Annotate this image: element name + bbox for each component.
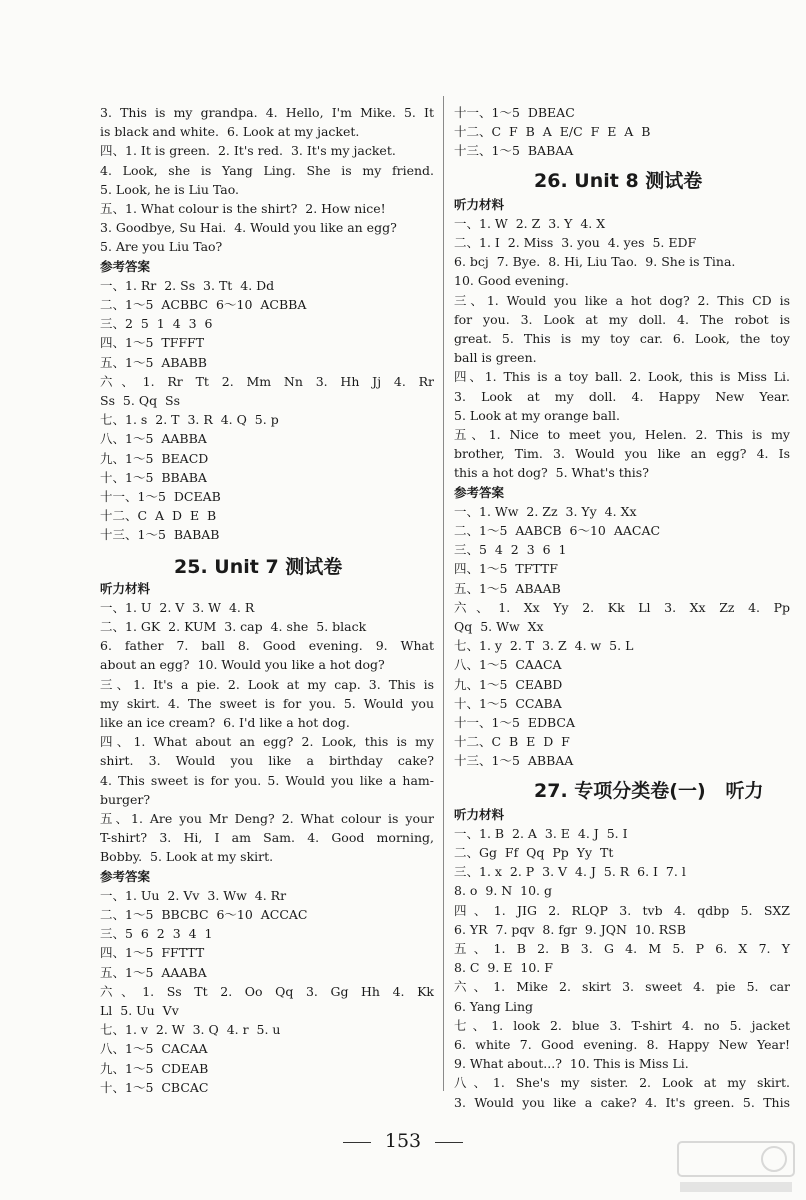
text-line: 十二、C F B A E/C F E A B: [454, 124, 651, 140]
text-line: 八、1～5 AABBA: [100, 431, 207, 447]
watermark-logo: [676, 1138, 796, 1196]
text-line: 6. father 7. ball 8. Good evening. 9. What: [100, 638, 434, 654]
text-line: 十一、1～5 DCEAB: [100, 489, 221, 504]
text-line: 6. bcj 7. Bye. 8. Hi, Liu Tao. 9. She is Tina.: [454, 254, 736, 270]
text-line: 四、1～5 TFTTF: [454, 561, 558, 577]
text-line: 二、1～5 BBCBC 6～10 ACCAC: [100, 907, 308, 922]
text-line: 8. o 9. N 10. g: [454, 883, 553, 899]
text-line: 三、1. x 2. P 3. V 4. J 5. R 6. I 7. l: [454, 864, 686, 880]
text-line: 四、1. JIG 2. RLQP 3. tvb 4. qdbp 5. SXZ: [454, 902, 790, 918]
text-line: 一、1. B 2. A 3. E 4. J 5. I: [454, 825, 628, 841]
text-line: 五、1. B 2. B 3. G 4. M 5. P 6. X 7. Y: [454, 941, 790, 956]
text-line: Ss 5. Qq Ss: [100, 393, 180, 408]
text-line: 一、1. Ww 2. Zz 3. Yy 4. Xx: [454, 503, 637, 519]
text-line: 5. Look at my orange ball.: [454, 407, 620, 423]
text-line: 5. Look, he is Liu Tao.: [100, 181, 240, 197]
text-line: 10. Good evening.: [454, 273, 569, 289]
text-line: 八、1～5 CACAA: [100, 1041, 208, 1057]
text-line: 五、1. What colour is the shirt? 2. How nice!: [100, 201, 386, 216]
text-line: 九、1～5 BEACD: [100, 450, 209, 466]
dash-right: [435, 1142, 463, 1143]
text-line: 8. C 9. E 10. F: [454, 960, 553, 976]
section-label: 参考答案: [100, 258, 151, 274]
text-line: 五、1. Nice to meet you, Helen. 2. This is my: [454, 427, 790, 442]
text-line: 九、1～5 CDEAB: [100, 1060, 209, 1076]
text-line: 八、1～5 CAACA: [454, 657, 562, 673]
text-line: 4. This sweet is for you. 5. Would you like a ham-: [100, 772, 434, 788]
text-line: 4. Look, she is Yang Ling. She is my friend.: [100, 162, 434, 178]
text-line: 十二、C A D E B: [100, 508, 217, 524]
text-line: 八、1. She's my sister. 2. Look at my skirt.: [454, 1075, 790, 1091]
text-line: 七、1. v 2. W 3. Q 4. r 5. u: [100, 1022, 281, 1038]
text-line: shirt. 3. Would you like a birthday cake?: [100, 753, 434, 769]
text-line: 十三、1～5 BABAB: [100, 527, 220, 543]
text-line: 6. YR 7. pqv 8. fgr 9. JQN 10. RSB: [454, 921, 686, 937]
text-line: 三、5 4 2 3 6 1: [454, 542, 567, 558]
section-heading: 25. Unit 7 测试卷: [174, 555, 343, 578]
text-line: 三、1. Would you like a hot dog? 2. This CD is: [454, 292, 790, 308]
text-line: 3. Would you like a cake? 4. It's green. 5. This: [454, 1094, 790, 1110]
text-line: 七、1. look 2. blue 3. T-shirt 4. no 5. jacket: [454, 1017, 790, 1033]
text-line: my skirt. 4. The sweet is for you. 5. Would you: [100, 695, 434, 711]
text-line: 5. Are you Liu Tao?: [100, 239, 223, 255]
text-line: for you. 3. Look at my doll. 4. The robot is: [454, 311, 790, 327]
text-line: 四、1～5 FFTTT: [100, 945, 205, 961]
text-line: 四、1. What about an egg? 2. Look, this is my: [100, 734, 434, 750]
text-line: 十、1～5 CBCAC: [100, 1079, 209, 1095]
column-divider: [443, 96, 444, 1091]
text-line: 十三、1～5 ABBAA: [454, 753, 574, 769]
section-label: 听力材料: [454, 196, 505, 212]
text-line: Bobby. 5. Look at my skirt.: [100, 849, 274, 865]
section-label: 听力材料: [100, 580, 151, 596]
text-line: T-shirt? 3. Hi, I am Sam. 4. Good morning,: [100, 830, 434, 846]
text-line: 十、1～5 CCABA: [454, 695, 562, 711]
text-line: 6. Yang Ling: [454, 998, 534, 1014]
text-line: Ll 5. Uu Vv: [100, 1003, 179, 1018]
text-line: this a hot dog? 5. What's this?: [454, 465, 649, 481]
text-line: 十三、1～5 BABAA: [454, 143, 574, 159]
text-line: 6. white 7. Good evening. 8. Happy New Year!: [454, 1037, 790, 1052]
text-line: 五、1～5 ABABB: [100, 354, 207, 370]
text-line: burger?: [100, 791, 151, 807]
text-line: 二、1～5 AABCB 6～10 AACAC: [454, 523, 661, 538]
section-heading: 26. Unit 8 测试卷: [534, 169, 703, 192]
section-heading: 27. 专项分类卷(一) 听力: [534, 779, 764, 802]
text-line: 三、5 6 2 3 4 1: [100, 926, 213, 942]
text-line: 六、1. Mike 2. skirt 3. sweet 4. pie 5. car: [454, 979, 790, 995]
text-line: ball is green.: [454, 350, 537, 366]
text-line: 四、1. It is green. 2. It's red. 3. It's my jacket.: [100, 143, 396, 159]
text-line: 一、1. Rr 2. Ss 3. Tt 4. Dd: [100, 277, 275, 293]
text-line: 十一、1～5 EDBCA: [454, 715, 576, 730]
text-line: 三、1. It's a pie. 2. Look at my cap. 3. This is: [100, 676, 434, 692]
text-line: 二、Gg Ff Qq Pp Yy Tt: [454, 845, 614, 860]
text-line: 五、1～5 AAABA: [100, 964, 207, 980]
page-number-text: 153: [384, 1130, 422, 1152]
text-line: 9. What about...? 10. This is Miss Li.: [454, 1056, 689, 1072]
text-line: Qq 5. Ww Xx: [454, 619, 544, 634]
text-line: 五、1～5 ABAAB: [454, 580, 561, 596]
text-line: 一、1. Uu 2. Vv 3. Ww 4. Rr: [100, 887, 287, 903]
text-line: 四、1～5 TFFFT: [100, 335, 205, 351]
text-line: 五、1. Are you Mr Deng? 2. What colour is your: [100, 811, 434, 826]
text-line: 一、1. U 2. V 3. W 4. R: [100, 599, 255, 615]
text-line: 二、1. GK 2. KUM 3. cap 4. she 5. black: [100, 619, 367, 634]
text-line: brother, Tim. 3. Would you like an egg? 4. Is: [454, 446, 790, 462]
dash-left: [343, 1142, 371, 1143]
text-line: like an ice cream? 6. I'd like a hot dog.: [100, 715, 350, 730]
section-label: 参考答案: [100, 868, 151, 884]
text-line: 三、2 5 1 4 3 6: [100, 316, 213, 332]
text-line: great. 5. This is my toy car. 6. Look, the toy: [454, 331, 790, 346]
text-line: 十二、C B E D F: [454, 734, 570, 750]
text-line: 九、1～5 CEABD: [454, 676, 563, 692]
text-line: 一、1. W 2. Z 3. Y 4. X: [454, 215, 606, 231]
text-line: 十、1～5 BBABA: [100, 469, 207, 485]
text-line: 七、1. y 2. T 3. Z 4. w 5. L: [454, 638, 634, 654]
text-line: 3. This is my grandpa. 4. Hello, I'm Mike. 5. It: [100, 105, 434, 120]
text-line: 六、1. Ss Tt 2. Oo Qq 3. Gg Hh 4. Kk: [100, 983, 434, 999]
text-line: 二、1. I 2. Miss 3. you 4. yes 5. EDF: [454, 235, 697, 250]
text-line: about an egg? 10. Would you like a hot dog?: [100, 657, 385, 673]
text-line: 四、1. This is a toy ball. 2. Look, this is Miss Li.: [454, 369, 790, 385]
text-line: is black and white. 6. Look at my jacket.: [100, 124, 360, 140]
text-line: 3. Goodbye, Su Hai. 4. Would you like an egg?: [100, 220, 397, 236]
text-line: 二、1～5 ACBBC 6～10 ACBBA: [100, 297, 307, 312]
text-line: 六、1. Rr Tt 2. Mm Nn 3. Hh Jj 4. Rr: [100, 373, 434, 389]
text-line: 六、1. Xx Yy 2. Kk Ll 3. Xx Zz 4. Pp: [454, 599, 790, 615]
section-label: 参考答案: [454, 484, 505, 500]
text-line: 十一、1～5 DBEAC: [454, 105, 575, 120]
text-line: 3. Look at my doll. 4. Happy New Year.: [454, 388, 790, 404]
section-label: 听力材料: [454, 806, 505, 822]
text-line: 七、1. s 2. T 3. R 4. Q 5. p: [100, 412, 279, 428]
